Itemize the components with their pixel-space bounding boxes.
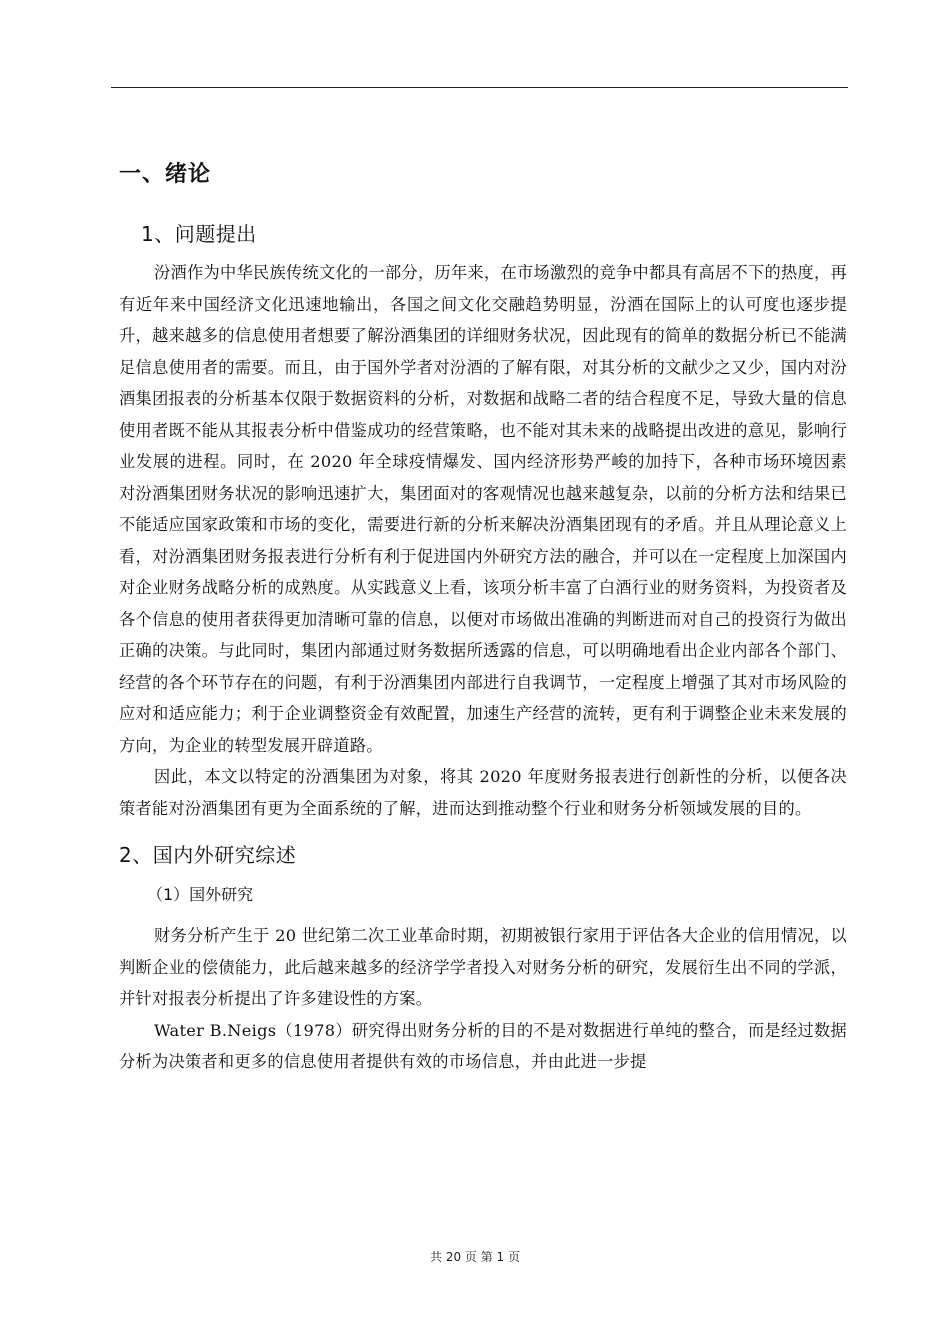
body-paragraph: 因此，本文以特定的汾酒集团为对象，将其 2020 年度财务报表进行创新性的分析，以便各决策者能对汾酒集团有更为全面系统的了解，进而达到推动整个行业和财务分析领域发展的目的。 — [119, 767, 847, 818]
section-heading-literature-review: 2、国内外研究综述 — [119, 843, 297, 867]
section-heading-problem: 1、问题提出 — [141, 222, 257, 246]
body-paragraph: 财务分析产生于 20 世纪第二次工业革命时期，初期被银行家用于评估各大企业的信用情况，以判断企业的偿债能力，此后越来越多的经济学学者投入对财务分析的研究，发展衍生出不同的学派，并针对报表分析提出了许多建设性的方案。 — [119, 926, 847, 1008]
page-number-footer: 共 20 页 第 1 页 — [430, 1250, 520, 1264]
body-paragraph: 汾酒作为中华民族传统文化的一部分，历年来，在市场激烈的竞争中都具有高居不下的热度，再有近年来中国经济文化迅速地输出，各国之间文化交融趋势明显，汾酒在国际上的认可度也逐步提升，越来越多的信息使用者想要了解汾酒集团的详细财务状况，因此现有的简单的数据分析已不能满足信息使用者的需要。而且，由于国外学者对汾酒的了解有限，对其分析的文献少之又少，国内对汾酒集团报表的分析基本仅限于数据资料的分析，对数据和战略二者的结合程度不足，导致大量的信息使用者既不能从其报表分析中借鉴成功的经营策略，也不能对其未来的战略提出改进的意见，影响行业发展的进程。同时，在 2020 年全球疫情爆发、国内经济形势严峻的加持下，各种市场环境因素对汾酒集团财务状况的影响迅速扩大，集团面对的客观情况也越来越复杂，以前的分析方法和结果已不能适应国家政策和市场的变化，需要进行新的分析来解决汾酒集团现有的矛盾。并且从理论意义上看，对汾酒集团财务报表进行分析有利于促进国内外研究方法的融合，并可以在一定程度上加深国内对企业财务战略分析的成熟度。从实践意义上看，该项分析丰富了白酒行业的财务资料，为投资者及各个信息的使用者获得更加清晰可靠的信息，以便对市场做出准确的判断进而对自己的投资行为做出正确的决策。与此同时，集团内部通过财务数据所透露的信息，可以明确地看出企业内部各个部门、经营的各个环节存在的问题，有利于汾酒集团内部进行自我调节，一定程度上增强了其对市场风险的应对和适应能力；利于企业调整资金有效配置，加速生产经营的流转，更有利于调整企业未来发展的方向，为企业的转型发展开辟道路。 — [119, 263, 847, 755]
chapter-heading: 一、绪论 — [119, 162, 212, 187]
page-body — [119, 155, 847, 1078]
body-paragraph: Water B.Neigs（1978）研究得出财务分析的目的不是对数据进行单纯的整合，而是经过数据分析为决策者和更多的信息使用者提供有效的市场信息，并由此进一步提 — [119, 1020, 847, 1071]
subsection-heading-foreign-research: （1）国外研究 — [147, 885, 254, 904]
header-rule — [111, 87, 848, 88]
